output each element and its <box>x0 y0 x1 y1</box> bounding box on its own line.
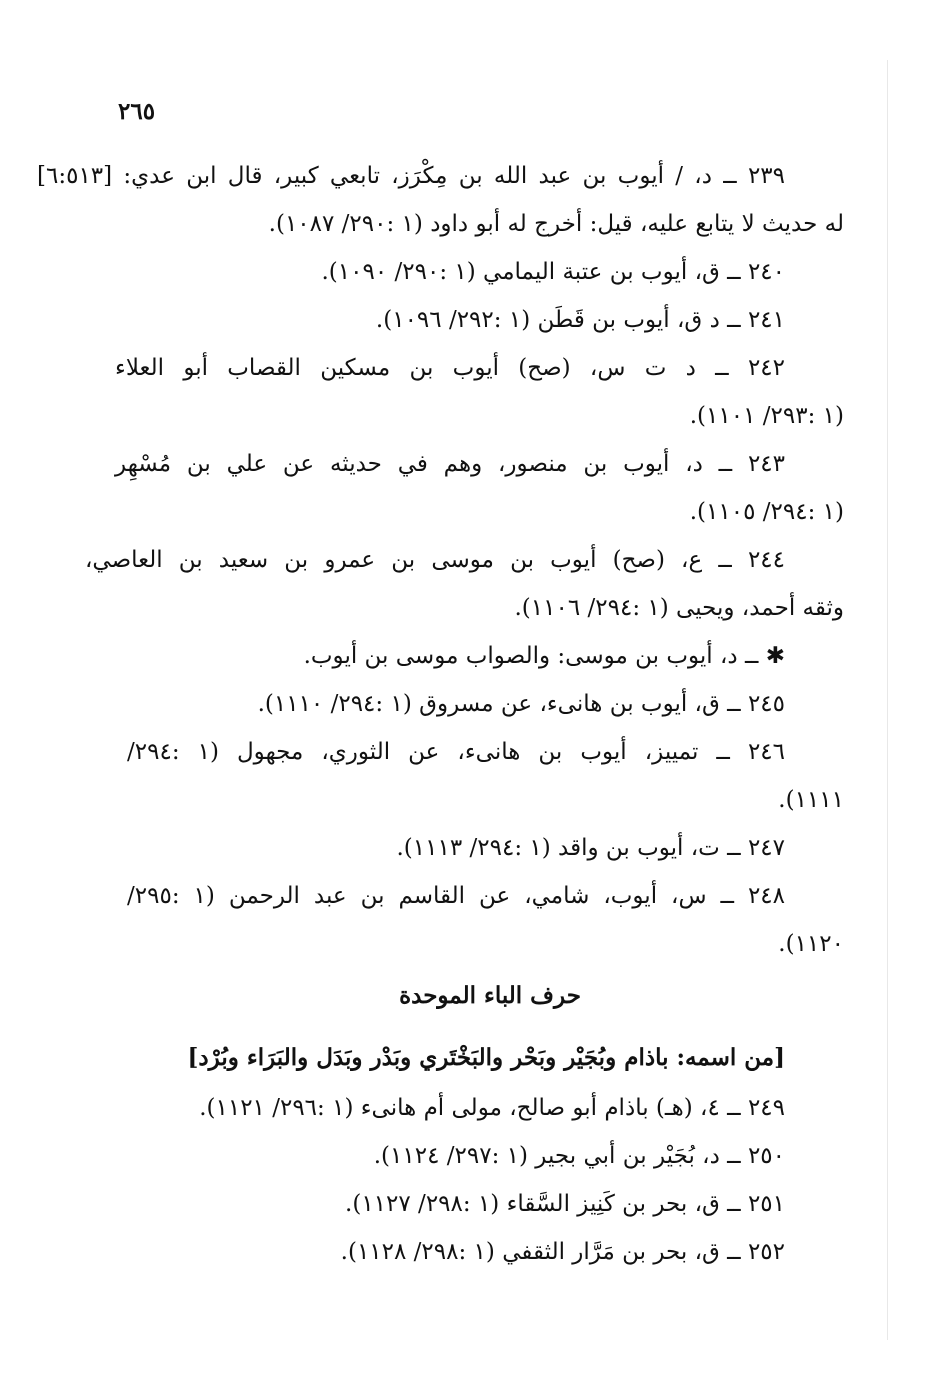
entry-247: ٢٤٧ ــ ت، أيوب بن واقد (١ :٢٩٤/ ١١١٣). <box>396 835 785 861</box>
entry-note: ✱ ــ د، أيوب بن موسى: والصواب موسى بن أيوب. <box>303 643 785 669</box>
entry-248-line-1: ٢٤٨ ــ س، أيوب، شامي، عن القاسم بن عبد الرحمن (١ :٢٩٥/ <box>127 883 785 909</box>
entry-240: ٢٤٠ ــ ق، أيوب بن عتبة اليمامي (١ :٢٩٠/ ١٠٩٠). <box>321 259 785 285</box>
section-heading: حرف الباء الموحدة <box>399 982 581 1009</box>
entry-244-line-2: وثقه أحمد، ويحيى (١ :٢٩٤/ ١١٠٦). <box>514 595 844 621</box>
entry-248-line-2: ١١٢٠). <box>778 931 844 957</box>
entry-239-line-2: له حديث لا يتابع عليه، قيل: أخرج له أبو داود (١ :٢٩٠/ ١٠٨٧). <box>268 211 844 237</box>
entry-245: ٢٤٥ ــ ق، أيوب بن هانىء، عن مسروق (١ :٢٩٤/ ١١١٠). <box>257 691 785 717</box>
entry-246-line-2: ١١١١). <box>778 787 844 813</box>
entry-246-line-1: ٢٤٦ ــ تمييز، أيوب بن هانىء، عن الثوري، مجهول (١ :٢٩٤/ <box>127 739 785 765</box>
entry-241: ٢٤١ ــ د ق، أيوب بن قَطَن (١ :٢٩٢/ ١٠٩٦). <box>375 307 785 333</box>
entry-239-line-1: ٢٣٩ ــ د، / أيوب بن عبد الله بن مِكْرَز، تابعي كبير، قال ابن عدي: [٦:٥١٣] <box>37 163 785 189</box>
entry-243-line-1: ٢٤٣ ــ د، أيوب بن منصور، وهم في حديثه عن علي بن مُسْهِر <box>115 451 785 477</box>
entry-244-line-1: ٢٤٤ ــ ع، (صح) أيوب بن موسى بن عمرو بن سعيد بن العاصي، <box>85 547 785 573</box>
entry-242-line-2: (١ :٢٩٣/ ١١٠١). <box>689 403 844 429</box>
entry-249: ٢٤٩ ــ ٤، (هـ) باذام أبو صالح، مولى أم هانىء (١ :٢٩٦/ ١١٢١). <box>199 1095 785 1121</box>
entry-250: ٢٥٠ ــ د، بُجَيْر بن أبي بجير (١ :٢٩٧/ ١١٢٤). <box>373 1143 785 1169</box>
entry-243-line-2: (١ :٢٩٤/ ١١٠٥). <box>689 499 844 525</box>
entry-242-line-1: ٢٤٢ ــ د ت س، (صح) أيوب بن مسكين القصاب أبو العلاء <box>115 355 785 381</box>
section-subheading: [من اسمه: باذام وبُجَيْر وبَحْر والبَخْتَري وبَدْر وبَدَل والبَرَاء وبُرْد] <box>187 1044 785 1071</box>
entry-252: ٢٥٢ ــ ق، بحر بن مَرَّار الثقفي (١ :٢٩٨/ ١١٢٨). <box>340 1239 785 1265</box>
entry-251: ٢٥١ ــ ق، بحر بن كَنِيز السَّقاء (١ :٢٩٨/ ١١٢٧). <box>345 1191 785 1217</box>
margin-rule <box>887 60 888 1340</box>
page-number: ٢٦٥ <box>118 98 156 125</box>
